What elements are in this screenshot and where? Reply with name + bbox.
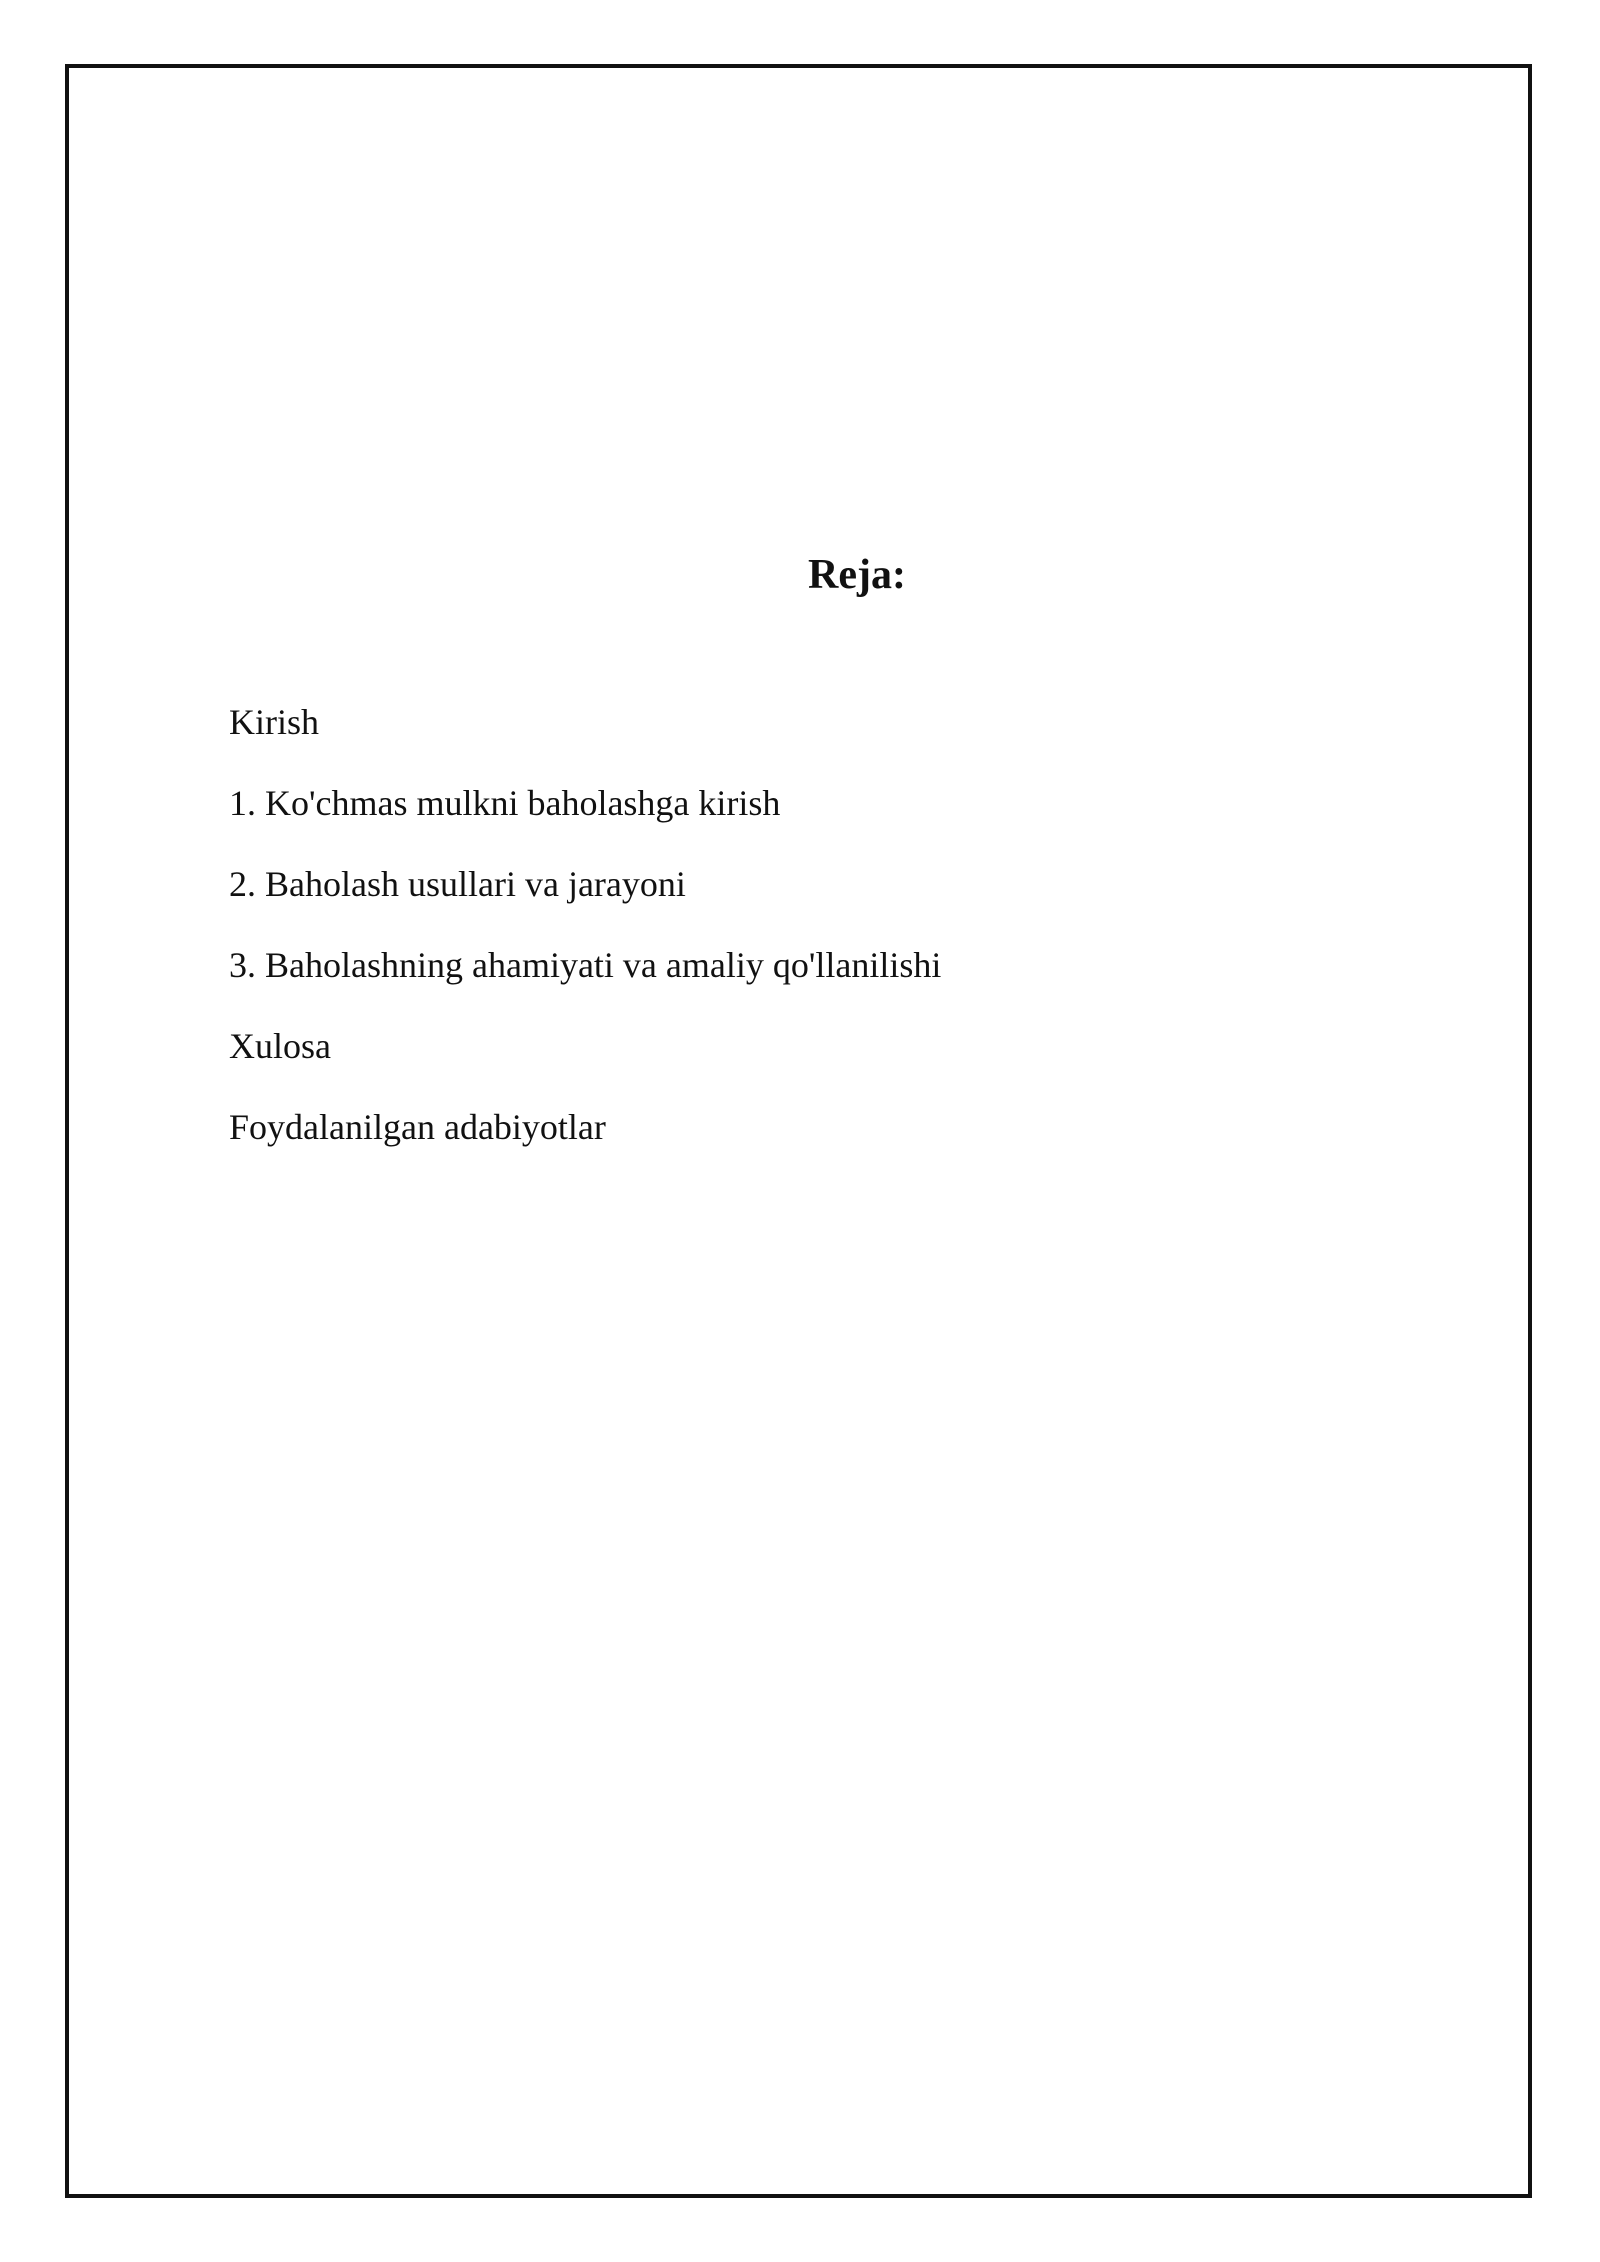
- plan-item-section-1: 1. Ko'chmas mulkni baholashga kirish: [229, 783, 781, 823]
- plan-item-conclusion: Xulosa: [229, 1026, 331, 1066]
- plan-item-references: Foydalanilgan adabiyotlar: [229, 1107, 606, 1147]
- plan-list: [229, 698, 941, 1184]
- plan-item-section-3: 3. Baholashning ahamiyati va amaliy qo'llanilishi: [229, 945, 942, 985]
- page-title: Reja:: [808, 552, 906, 598]
- plan-item-section-2: 2. Baholash usullari va jarayoni: [229, 864, 686, 904]
- plan-item-introduction: Kirish: [229, 702, 319, 742]
